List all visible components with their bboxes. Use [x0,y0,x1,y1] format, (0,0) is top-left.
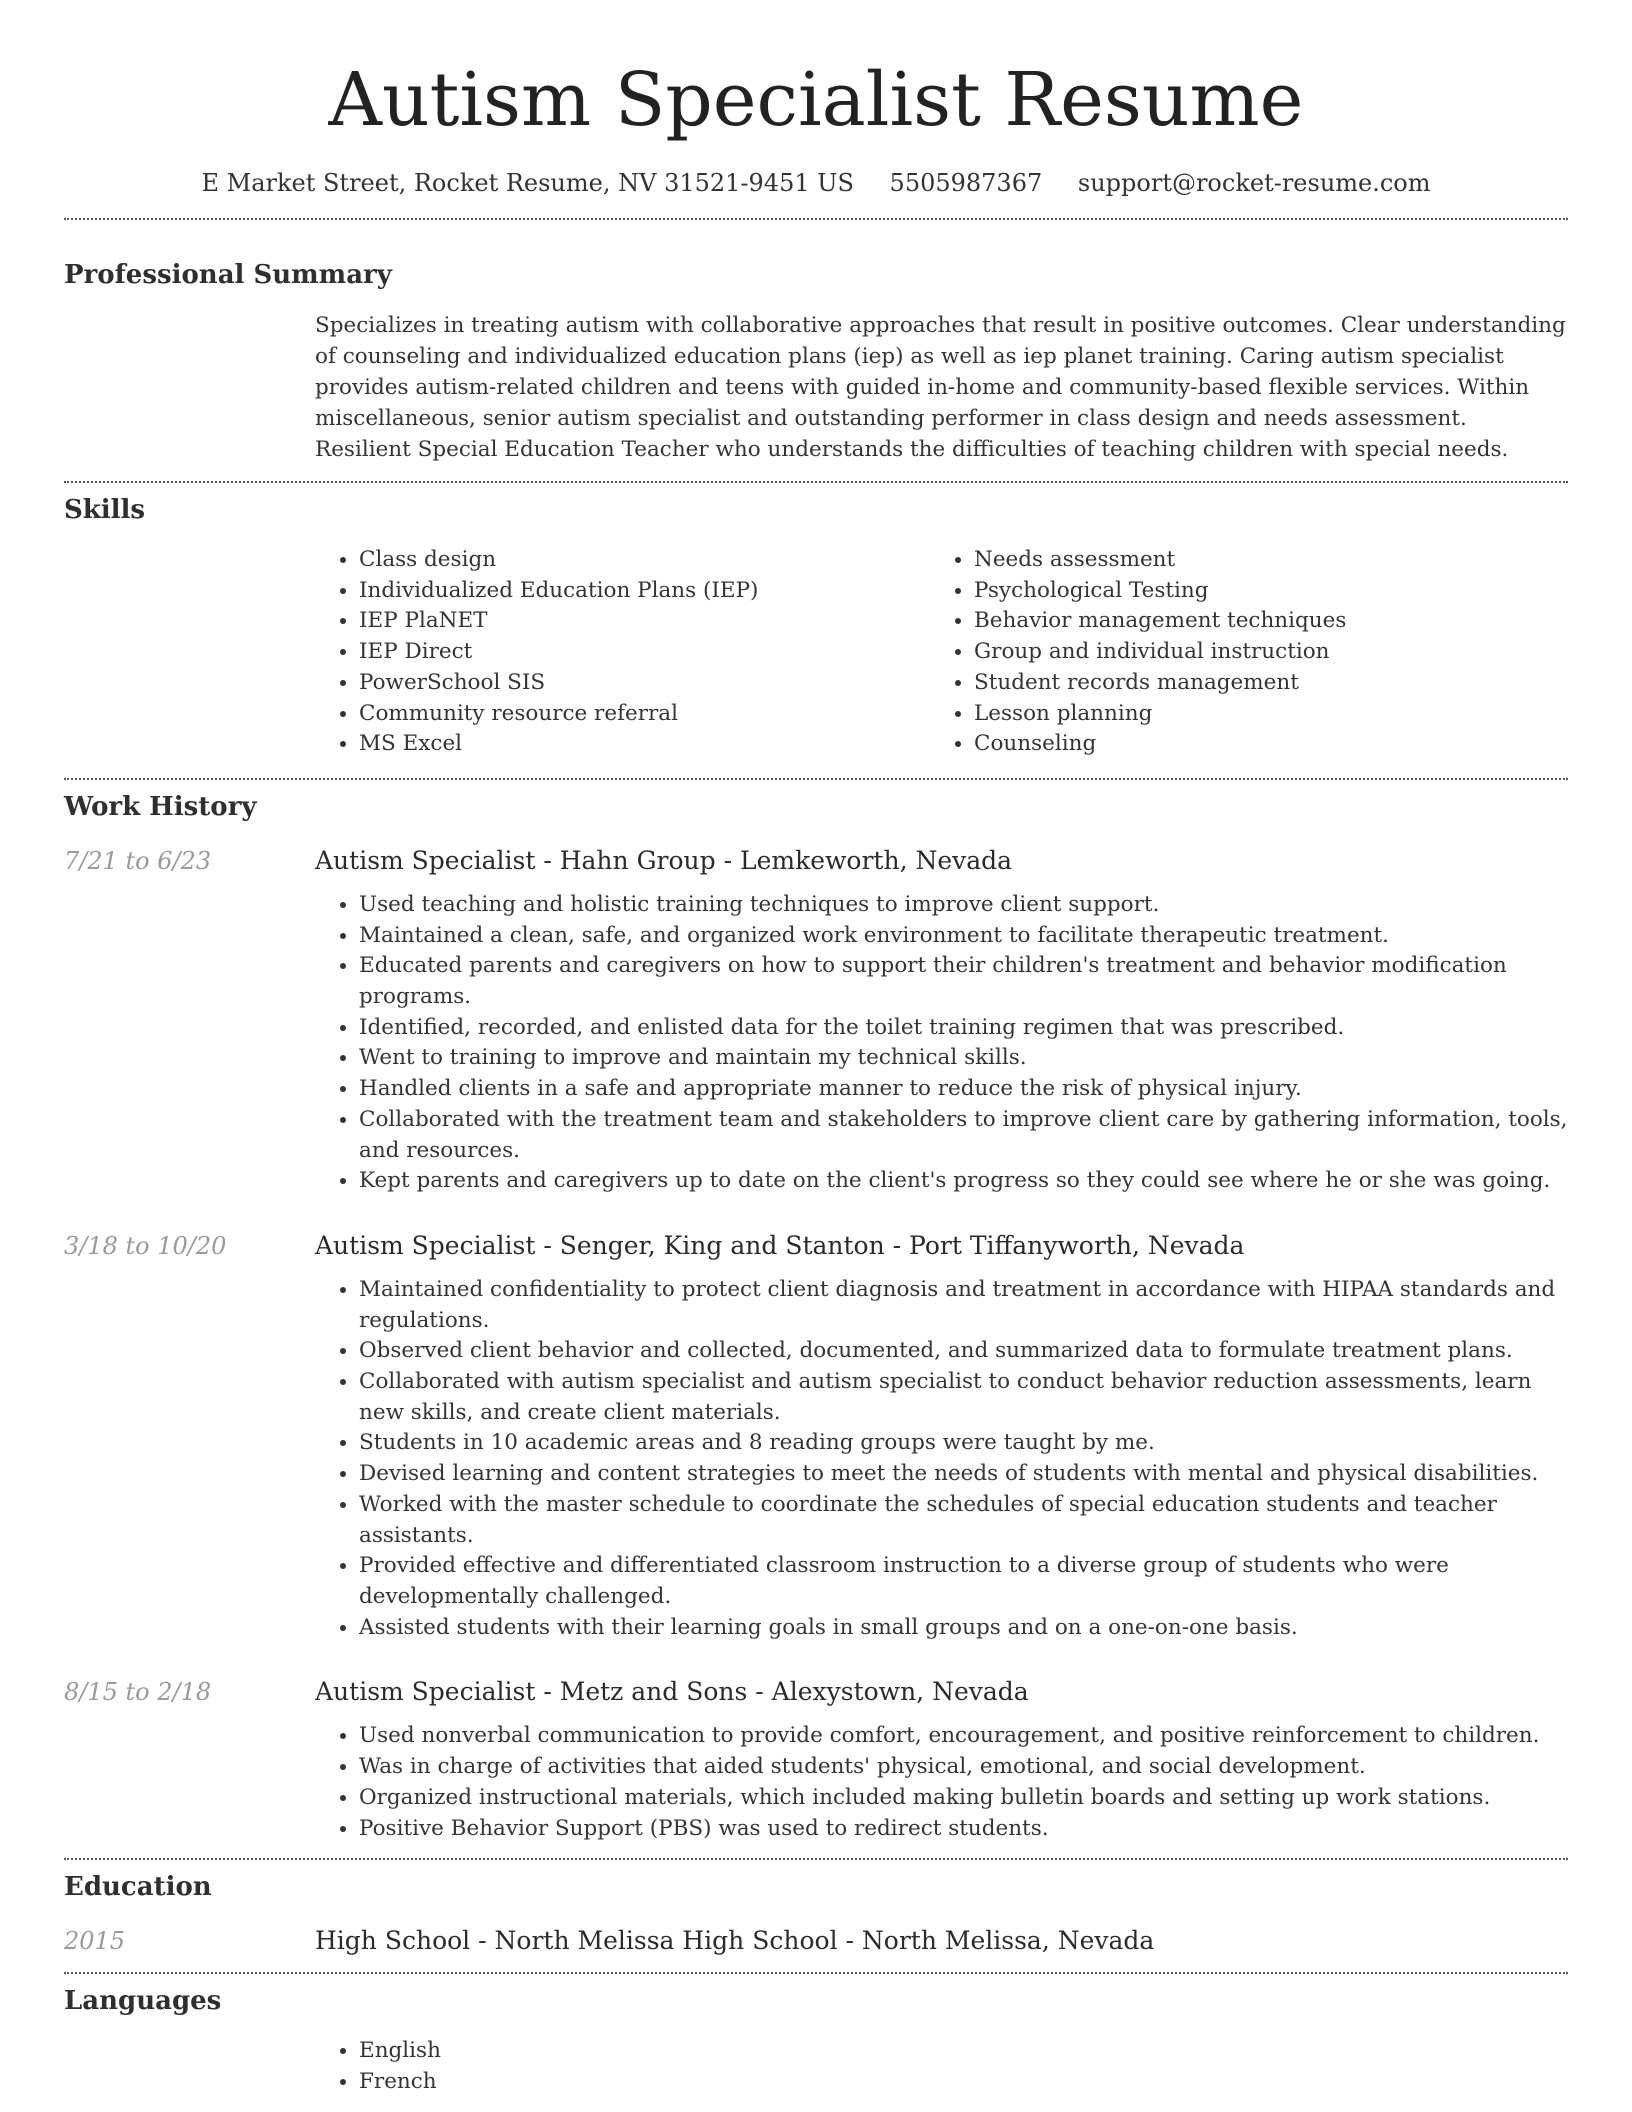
education-year: 2015 [64,1927,126,1956]
job-bullet: • Handled clients in a safe and appropriate manner to reduce the risk of physical injury. [359,1074,1568,1105]
section-title-work: Work History [64,791,257,822]
skill-item: • Group and individual instruction [974,637,1545,668]
job-bullet: • Devised learning and content strategies to meet the needs of students with mental and physical disabilities. [359,1459,1568,1490]
section-skills [64,493,1568,760]
skill-item: • Individualized Education Plans (IEP) [359,576,930,607]
job-bullet: • Positive Behavior Support (PBS) was used to redirect students. [359,1814,1568,1845]
section-title-languages: Languages [64,1986,222,2017]
job-bullet: • Used nonverbal communication to provide comfort, encouragement, and positive reinforcement to children. [359,1721,1568,1752]
section-languages [64,1984,1568,2097]
job-title: Autism Specialist - Metz and Sons - Alexystown, Nevada [315,1677,1029,1707]
job-bullet: • Maintained confidentiality to protect client diagnosis and treatment in accordance with HIPAA standards and regulations. [359,1275,1568,1336]
job-entry [64,1229,1568,1643]
job-bullet: • Maintained a clean, safe, and organized work environment to facilitate therapeutic treatment. [359,921,1568,952]
language-item: • French [359,2067,1568,2098]
skill-item: • Class design [359,545,930,576]
contact-email: support@rocket-resume.com [1077,169,1431,197]
job-title: Autism Specialist - Senger, King and Stanton - Port Tiffanyworth, Nevada [315,1230,1245,1260]
job-bullet: • Collaborated with the treatment team and stakeholders to improve client care by gathering information, tools, and resources. [359,1105,1568,1166]
job-bullet: • Kept parents and caregivers up to date on the client's progress so they could see where he or she was going. [359,1166,1568,1197]
languages-list [315,2036,1568,2097]
education-list [64,1924,1568,1958]
skill-item: • Behavior management techniques [974,606,1545,637]
section-title-skills: Skills [64,495,146,525]
job-bullet: • Organized instructional materials, which included making bulletin boards and setting up work stations. [359,1783,1568,1814]
job-dates: 3/18 to 10/20 [64,1231,227,1260]
resume-title: Autism Specialist Resume [328,57,1304,143]
divider [64,481,1568,483]
job-title: Autism Specialist - Hahn Group - Lemkeworth, Nevada [315,845,1013,875]
job-bullet: • Was in charge of activities that aided students' physical, emotional, and social development. [359,1752,1568,1783]
job-bullets [315,890,1568,1197]
job-bullet: • Students in 10 academic areas and 8 reading groups were taught by me. [359,1428,1568,1459]
divider [64,778,1568,780]
section-summary [64,258,1568,465]
skill-item: • Counseling [974,729,1545,760]
contact-line [64,166,1568,200]
job-entry [64,844,1568,1197]
job-bullet: • Provided effective and differentiated classroom instruction to a diverse group of students who were developmentally challenged. [359,1551,1568,1612]
skill-item: • Student records management [974,668,1545,699]
section-education [64,1870,1568,1958]
job-list [64,844,1568,1844]
language-item: • English [359,2036,1568,2067]
job-bullet: • Identified, recorded, and enlisted data for the toilet training regimen that was prescribed. [359,1013,1568,1044]
skill-item: • Community resource referral [359,699,930,730]
skill-item: • IEP PlaNET [359,606,930,637]
summary-text: Specializes in treating autism with collaborative approaches that result in positive outcomes. Clear understanding of counseling and individualized education plans (iep) as well as iep planet training. Caring autism specialist provides autism-related children and teens with guided in-home and community-based flexible services. Within miscellaneous, senior autism specialist and outstanding performer in class design and needs assessment. Resilient Special Education Teacher who understands the difficulties of teaching children with special needs. [315,313,1566,462]
job-bullet: • Assisted students with their learning goals in small groups and on a one-on-one basis. [359,1613,1568,1644]
job-entry [64,1675,1568,1844]
contact-address: E Market Street, Rocket Resume, NV 31521-9451 US [201,169,854,197]
job-dates: 7/21 to 6/23 [64,846,212,875]
section-title-education: Education [64,1872,212,1903]
job-bullet: • Collaborated with autism specialist and autism specialist to conduct behavior reduction assessments, learn new skills, and create client materials. [359,1367,1568,1428]
job-bullets [315,1275,1568,1643]
section-work-history [64,790,1568,1844]
skill-item: • Lesson planning [974,699,1545,730]
job-dates: 8/15 to 2/18 [64,1678,212,1707]
contact-phone: 5505987367 [889,169,1043,197]
education-title: High School - North Melissa High School - North Melissa, Nevada [315,1926,1155,1956]
skill-item: • IEP Direct [359,637,930,668]
job-bullet: • Educated parents and caregivers on how to support their children's treatment and behavior modification programs. [359,951,1568,1012]
skills-list-right [930,545,1545,760]
divider [64,218,1568,220]
section-title-summary: Professional Summary [64,260,392,290]
skill-item: • Psychological Testing [974,576,1545,607]
skill-item: • PowerSchool SIS [359,668,930,699]
job-bullet: • Used teaching and holistic training techniques to improve client support. [359,890,1568,921]
skills-list-left [315,545,930,760]
education-entry [64,1924,1568,1958]
skill-item: • Needs assessment [974,545,1545,576]
skill-item: • MS Excel [359,729,930,760]
job-bullet: • Worked with the master schedule to coordinate the schedules of special education students and teacher assistants. [359,1490,1568,1551]
job-bullets [315,1721,1568,1844]
job-bullet: • Observed client behavior and collected, documented, and summarized data to formulate treatment plans. [359,1336,1568,1367]
divider [64,1858,1568,1860]
divider [64,1972,1568,1974]
job-bullet: • Went to training to improve and maintain my technical skills. [359,1043,1568,1074]
